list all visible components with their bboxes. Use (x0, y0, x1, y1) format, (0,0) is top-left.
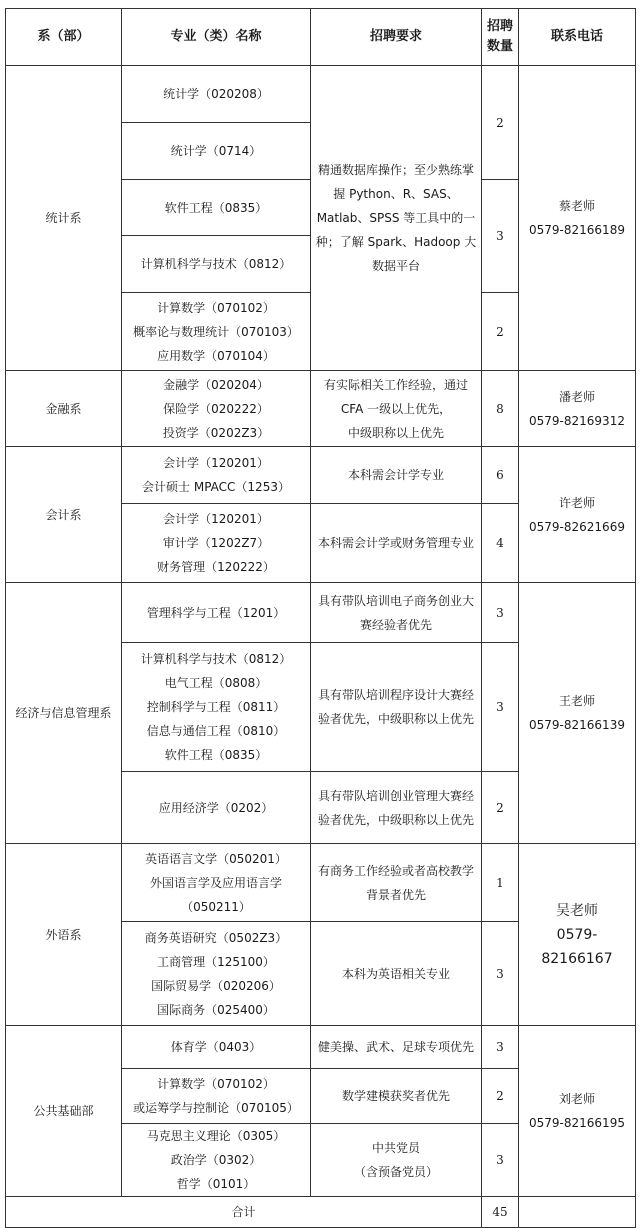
major-cell (122, 1069, 311, 1124)
dept-cell: 外语系 (6, 844, 122, 1026)
major-cell (122, 643, 311, 772)
major-cell (122, 236, 311, 293)
requirement-line: 中级职称以上优先 (347, 425, 444, 440)
major-line: 电气工程（0808） (164, 676, 268, 690)
contact-phone: 0579-82621669 (529, 519, 625, 534)
requirement-cell: 健美操、武术、足球专项优先 (311, 1026, 482, 1069)
major-cell (122, 371, 311, 447)
header-major: 专业（类）名称 (122, 9, 311, 66)
major-line: 审计学（1202Z7） (162, 536, 270, 550)
contact-phone: 0579-82169312 (529, 413, 625, 428)
major-line: 应用经济学（0202） (158, 800, 274, 815)
contact-name: 刘老师 (558, 1092, 595, 1106)
dept-cell: 公共基础部 (6, 1026, 122, 1197)
requirement-cell: 数学建模获奖者优先 (311, 1069, 482, 1124)
requirement-cell: 本科为英语相关专业 (311, 922, 482, 1026)
recruitment-table (5, 8, 636, 1228)
requirement-line: 有实际相关工作经验，通过 (323, 377, 468, 392)
table-row (6, 66, 636, 123)
dept-cell: 经济与信息管理系 (6, 583, 122, 844)
total-row (6, 1197, 636, 1228)
requirement-cell: 具有带队培训电子商务创业大赛经验者优先 (311, 583, 482, 643)
major-line: （050211） (181, 899, 251, 914)
contact-cell (519, 583, 636, 844)
contact-name: 蔡老师 (558, 199, 595, 213)
major-line: 马克思主义理论（0305） (146, 1129, 286, 1143)
major-line: 应用数学（070104） (157, 348, 275, 363)
contact-name: 王老师 (558, 694, 595, 708)
count-cell: 3 (482, 922, 519, 1026)
count-cell: 8 (482, 371, 519, 447)
contact-phone: 0579-82166195 (529, 1116, 625, 1130)
requirement-cell: 精通数据库操作；至少熟练掌握 Python、R、SAS、Matlab、SPSS 等工具中的一种；了解 Spark、Hadoop 大数据平台 (311, 66, 482, 371)
contact-cell (519, 447, 636, 583)
header-phone: 联系电话 (519, 9, 636, 66)
contact-phone: 0579-82166189 (529, 223, 625, 237)
dept-cell: 统计系 (6, 66, 122, 371)
requirement-cell: 具有带队培训程序设计大赛经验者优先，中级职称以上优先 (311, 643, 482, 772)
table-row (6, 371, 636, 447)
contact-name: 许老师 (558, 495, 595, 510)
major-cell (122, 1026, 311, 1069)
table-row (6, 583, 636, 643)
major-line: 投资学（0202Z3） (162, 425, 270, 440)
major-line: 国际商务（025400） (157, 1002, 275, 1017)
major-line: 保险学（020222） (163, 401, 269, 416)
contact-name: 潘老师 (558, 389, 595, 404)
major-line: 工商管理（125100） (157, 954, 275, 969)
major-line: 英语语言文学（050201） (145, 851, 287, 866)
major-line: 计算数学（070102） (157, 300, 275, 315)
count-cell: 3 (482, 1026, 519, 1069)
table-row (6, 1026, 636, 1069)
header-count (482, 9, 519, 66)
major-cell (122, 180, 311, 236)
major-line: 会计硕士 MPACC（1253） (142, 480, 290, 494)
requirement-cell: 本科需会计学专业 (311, 447, 482, 504)
major-line: 会计学（120201） (163, 456, 269, 470)
major-line: 统计学（020208） (163, 87, 269, 101)
header-row (6, 9, 636, 66)
major-line: 软件工程（0835） (164, 748, 268, 762)
major-line: 计算机科学与技术（0812） (140, 257, 292, 271)
major-line: 软件工程（0835） (164, 200, 268, 215)
requirement-cell: 本科需会计学或财务管理专业 (311, 504, 482, 583)
count-cell: 1 (482, 844, 519, 922)
count-cell: 3 (482, 643, 519, 772)
requirement-cell (311, 1124, 482, 1197)
table-row (6, 844, 636, 922)
major-line: 商务英语研究（0502Z3） (144, 930, 288, 945)
major-line: 或运筹学与控制论（070105） (133, 1101, 299, 1115)
major-line: 统计学（0714） (170, 144, 262, 158)
total-value: 45 (482, 1197, 519, 1228)
major-line: 信息与通信工程（0810） (146, 724, 286, 738)
major-line: 管理科学与工程（1201） (146, 605, 286, 620)
contact-phone: 0579-82166139 (529, 718, 625, 732)
count-cell: 3 (482, 180, 519, 293)
major-line: 国际贸易学（020206） (151, 978, 281, 993)
header-dept: 系（部） (6, 9, 122, 66)
count-cell: 2 (482, 772, 519, 844)
requirement-line: CFA 一级以上优先， (340, 401, 452, 416)
major-line: 计算数学（070102） (157, 1077, 275, 1091)
major-cell (122, 583, 311, 643)
count-cell: 3 (482, 1124, 519, 1197)
header-count-line2: 数量 (486, 39, 513, 54)
count-cell: 4 (482, 504, 519, 583)
major-line: 概率论与数理统计（070103） (133, 324, 299, 339)
contact-cell (519, 66, 636, 371)
major-line: 会计学（120201） (163, 512, 269, 526)
total-label: 合计 (6, 1197, 482, 1228)
dept-cell: 会计系 (6, 447, 122, 583)
requirement-cell: 有商务工作经验或者高校教学背景者优先 (311, 844, 482, 922)
count-cell: 2 (482, 1069, 519, 1124)
major-line: 外国语言学及应用语言学 (149, 875, 282, 890)
major-line: 计算机科学与技术（0812） (140, 652, 292, 666)
major-cell (122, 447, 311, 504)
header-count-line1: 招聘 (486, 19, 513, 34)
major-line: 哲学（0101） (176, 1177, 256, 1191)
major-line: 政治学（0302） (170, 1153, 262, 1167)
count-cell: 2 (482, 293, 519, 371)
major-cell (122, 66, 311, 123)
requirement-cell (311, 371, 482, 447)
major-line: 财务管理（120222） (157, 560, 275, 574)
requirement-line: 中共党员 (371, 1141, 420, 1155)
contact-cell (519, 371, 636, 447)
major-cell (122, 922, 311, 1026)
contact-name: 吴老师 (556, 902, 598, 919)
major-line: 金融学（020204） (163, 377, 269, 392)
major-cell (122, 772, 311, 844)
major-line: 控制科学与工程（0811） (146, 700, 286, 714)
major-line: 体育学（0403） (170, 1040, 262, 1054)
major-cell (122, 844, 311, 922)
major-cell (122, 123, 311, 180)
major-cell (122, 504, 311, 583)
dept-cell: 金融系 (6, 371, 122, 447)
header-requirement: 招聘要求 (311, 9, 482, 66)
major-cell (122, 293, 311, 371)
count-cell: 2 (482, 66, 519, 180)
contact-cell (519, 1026, 636, 1197)
major-cell (122, 1124, 311, 1197)
table-row (6, 447, 636, 504)
count-cell: 6 (482, 447, 519, 504)
requirement-line: （含预备党员） (353, 1165, 438, 1179)
requirement-cell: 具有带队培训创业管理大赛经验者优先，中级职称以上优先 (311, 772, 482, 844)
contact-cell (519, 844, 636, 1026)
contact-phone: 0579-82166167 (541, 926, 613, 967)
total-empty-cell (519, 1197, 636, 1228)
count-cell: 3 (482, 583, 519, 643)
